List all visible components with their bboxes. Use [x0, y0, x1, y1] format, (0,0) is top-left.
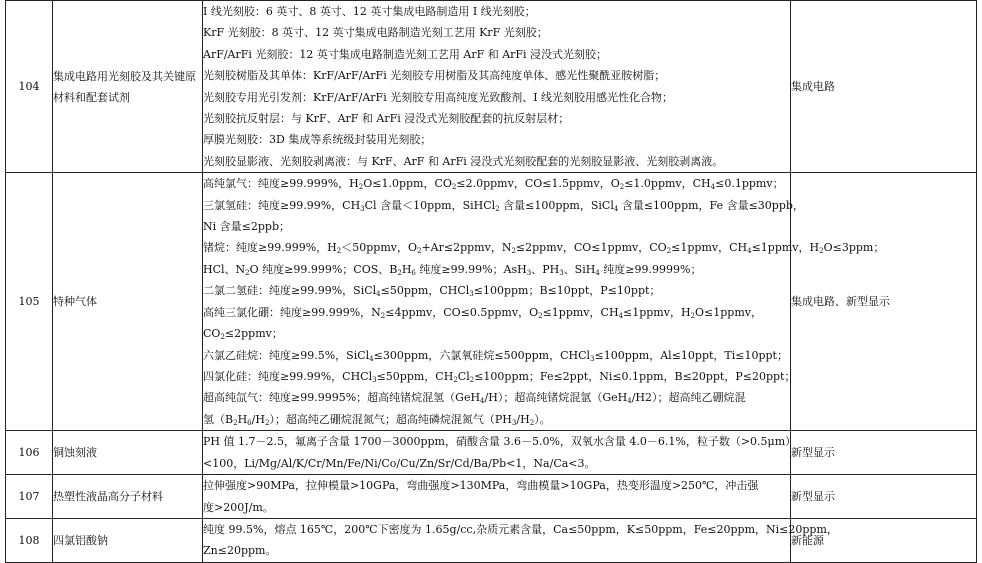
- material-name: 铜蚀刻液: [53, 431, 203, 475]
- application-field: 新型显示: [791, 431, 977, 475]
- material-name: 四氯铝酸钠: [53, 518, 203, 562]
- row-number: 107: [6, 475, 53, 519]
- spec-line: 拉伸强度>90MPa，拉伸模量>10GPa，弯曲强度>130MPa，弯曲模量>10GPa，热变形温度>250℃，冲击强: [203, 479, 759, 493]
- spec-line: 锗烷：纯度≥99.999%，$H_2<50ppmv$，$O_2+Ar\le 2ppmv$，$N_2\le 2ppmv$，CO≤1ppmv，$CO_2\le 1ppmv$，$CH_4\le 1ppmv$，$H_2O\le 3ppm$；: [203, 241, 885, 256]
- spec-line: 二氯二氢硅：纯度≥99.99%，SiCl$_4$≤50ppm，CHCl$_3$≤100ppm；B≤10ppt，P≤10ppt；: [203, 284, 661, 299]
- spec-line: 高纯氯气：纯度≥99.999%，$H_2O\le 1.0ppm$，$CO_2\le 2.0ppmv$，CO≤1.5ppmv，$O_2\le 1.0ppmv$，$CH_4\le 0.1ppmv$；: [203, 177, 784, 192]
- table-row: [6, 518, 977, 562]
- spec-line: 氢$(B_2H_6/H_2)$；超高纯乙硼烷混氮气；超高纯磷烷混氮气$(PH_3/H_2)$。: [203, 412, 551, 427]
- spec-line: $CO_2\le 2ppmv$；: [203, 327, 283, 342]
- spec-line: 光刻胶专用光引发剂：KrF/ArF/ArFi 光刻胶专用高纯度光致酸剂、I 线光刻胶用感光性化合物；: [203, 90, 674, 104]
- spec-line: KrF 光刻胶：8 英寸、12 英寸集成电路制造光刻工艺用 KrF 光刻胶；: [203, 26, 548, 40]
- spec-line: I 线光刻胶：6 英寸、8 英寸、12 英寸集成电路制造用 I 线光刻胶；: [203, 5, 536, 18]
- materials-table: [5, 0, 977, 563]
- table-row: [6, 1, 977, 173]
- spec-cell: [203, 1, 791, 173]
- spec-line: 纯度 99.5%，熔点 165℃，200℃下密度为 1.65g/cc,杂质元素含量，Ca≤50ppm，K≤50ppm，Fe≤20ppm，Ni≤20ppm，: [203, 523, 838, 537]
- material-name: 热塑性液晶高分子材料: [53, 475, 203, 519]
- table-row: [6, 173, 977, 431]
- spec-cell: [203, 431, 797, 475]
- spec-line: 光刻胶抗反射层：与 KrF、ArF 和 ArFi 浸没式光刻胶配套的抗反射层材；: [203, 112, 570, 126]
- spec-line: 厚膜光刻胶：3D 集成等系统级封装用光刻胶；: [203, 133, 432, 147]
- table-row: [6, 431, 977, 475]
- application-field: 新型显示: [791, 475, 977, 519]
- spec-line: 光刻胶树脂及其单体：KrF/ArF/ArFi 光刻胶专用树脂及其高纯度单体、感光性聚酰亚胺树脂；: [203, 69, 666, 83]
- table-row: [6, 475, 977, 519]
- row-number: 108: [6, 518, 53, 562]
- spec-cell: [203, 475, 791, 519]
- application-field: 集成电路: [791, 1, 977, 173]
- application-field: 集成电路、新型显示: [791, 173, 977, 431]
- spec-line: Zn≤20ppm。: [203, 544, 277, 558]
- spec-line: 高纯三氯化硼：纯度≥99.999%，$N_2\le 4ppmv$，CO≤0.5ppmv，$O_2\le 1ppmv$，$CH_4\le 1ppmv$，$H_2O\le 1ppmv$，: [203, 305, 762, 320]
- material-name: 集成电路用光刻胶及其关键原材料和配套试剂: [53, 1, 203, 173]
- spec-line: PH 值 1.7－2.5，氟离子含量 1700－3000ppm，硝酸含量 3.6－5.0%，双氧水含量 4.0－6.1%，粒子数（>0.5μm）: [203, 435, 797, 449]
- spec-line: 超高纯氙气：纯度≥99.9995%；超高纯锗烷混氢（GeH$_4$/H）；超高纯锗烷混氩（GeH$_4$/H2）；超高纯乙硼烷混: [203, 391, 746, 406]
- spec-line: 度>200J/m。: [203, 500, 274, 514]
- material-name: 特种气体: [53, 173, 203, 431]
- spec-line: 光刻胶显影液、光刻胶剥离液：与 KrF、ArF 和 ArFi 浸没式光刻胶配套的光刻胶显影液、光刻胶剥离液。: [203, 154, 724, 168]
- spec-line: Ni 含量≤2ppb；: [203, 220, 290, 234]
- row-number: 106: [6, 431, 53, 475]
- spec-line: 四氯化硅：纯度≥99.99%，CHCl$_3$≤50ppm，$CH_2Cl_2\le 100ppm$；Fe≤2ppt，Ni≤0.1ppm，B≤20ppt，P≤20ppt；: [203, 369, 796, 384]
- spec-line: <100，Li/Mg/Al/K/Cr/Mn/Fe/Ni/Co/Cu/Zn/Sr/Cd/Ba/Pb<1，Na/Ca<3。: [203, 456, 596, 470]
- row-number: 104: [6, 1, 53, 173]
- application-field: 新能源: [791, 518, 977, 562]
- spec-line: ArF/ArFi 光刻胶：12 英寸集成电路制造光刻工艺用 ArF 和 ArFi 浸没式光刻胶；: [203, 47, 608, 61]
- spec-line: 三氯氢硅：纯度≥99.99%，$CH_3Cl$ 含量＜10ppm，SiHCl$_2$ 含量≤100ppm，SiCl$_4$ 含量≤100ppm，Fe 含量≤30ppb，: [203, 198, 804, 213]
- spec-line: HCl、$N_2O$ 纯度≥99.999%；COS、$B_2H_6$ 纯度≥99.99%；AsH$_3$、$PH_3$、SiH$_4$ 纯度≥99.9999%；: [203, 262, 702, 277]
- row-number: 105: [6, 173, 53, 431]
- spec-line: 六氯乙硅烷：纯度≥99.5%，SiCl$_4$≤300ppm，六氯氧硅烷≤500ppm，CHCl$_3$≤100ppm，Al≤10ppt，Ti≤10ppt；: [203, 348, 788, 363]
